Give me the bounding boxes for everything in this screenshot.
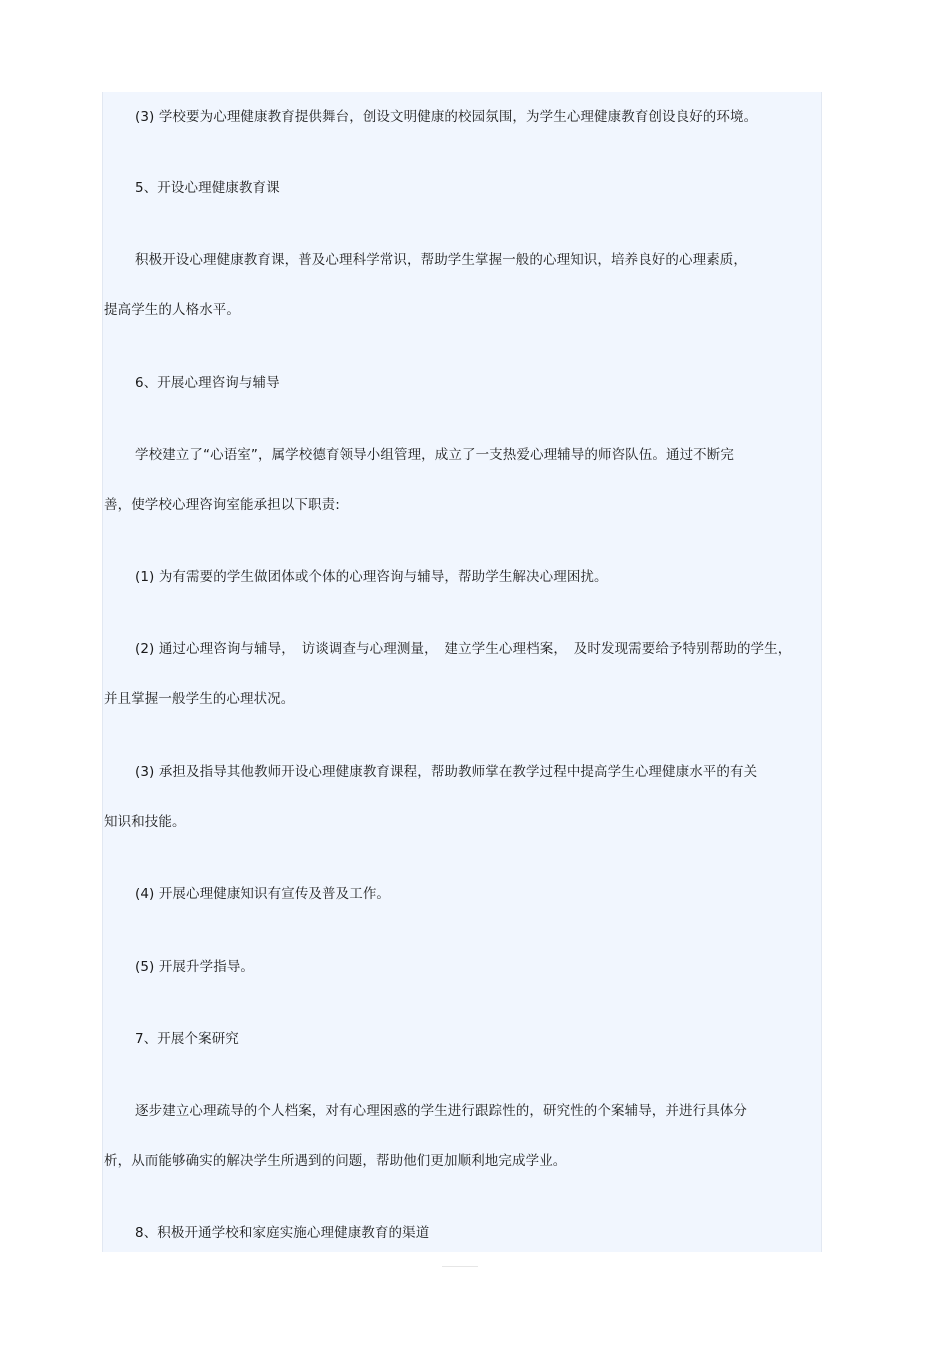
- heading-8-home-school: 8、积极开通学校和家庭实施心理健康教育的渠道: [135, 1225, 430, 1241]
- duty-item-2-line-1: (2) 通过心理咨询与辅导， 访谈调查与心理测量， 建立学生心理档案， 及时发现需要给予特别帮助的学生，: [135, 641, 792, 657]
- heading-5-course: 5、开设心理健康教育课: [135, 180, 280, 196]
- duty-item-3-line-1: (3) 承担及指导其他教师开设心理健康教育课程，帮助教师掌在教学过程中提高学生心理健康水平的有关: [135, 764, 758, 780]
- paragraph-case-study-line-1: 逐步建立心理疏导的个人档案，对有心理困惑的学生进行跟踪性的，研究性的个案辅导，并进行具体分: [135, 1103, 747, 1119]
- heading-6-counseling: 6、开展心理咨询与辅导: [135, 375, 280, 391]
- duty-item-1: (1) 为有需要的学生做团体或个体的心理咨询与辅导，帮助学生解决心理困扰。: [135, 569, 608, 585]
- duty-item-4: (4) 开展心理健康知识有宣传及普及工作。: [135, 886, 391, 902]
- duty-item-3-line-2: 知识和技能。: [104, 814, 186, 830]
- paragraph-course-line-2: 提高学生的人格水平。: [104, 302, 240, 318]
- paragraph-counseling-room-line-1: 学校建立了“心语室”，属学校德育领导小组管理，成立了一支热爱心理辅导的师咨队伍。通过不断完: [135, 447, 734, 463]
- heading-7-case-study: 7、开展个案研究: [135, 1031, 239, 1047]
- paragraph-counseling-room-line-2: 善，使学校心理咨询室能承担以下职责:: [104, 497, 340, 513]
- paragraph-school-stage: (3) 学校要为心理健康教育提供舞台，创设文明健康的校园氛围，为学生心理健康教育创设良好的环境。: [135, 109, 758, 125]
- duty-item-2-line-2: 并且掌握一般学生的心理状况。: [104, 691, 295, 707]
- paragraph-case-study-line-2: 析，从而能够确实的解决学生所遇到的问题，帮助他们更加顺利地完成学业。: [104, 1153, 567, 1169]
- duty-item-5: (5) 开展升学指导。: [135, 959, 255, 975]
- paragraph-course-line-1: 积极开设心理健康教育课，普及心理科学常识，帮助学生掌握一般的心理知识，培养良好的心理素质，: [135, 252, 747, 268]
- page-footer-divider: [442, 1266, 478, 1267]
